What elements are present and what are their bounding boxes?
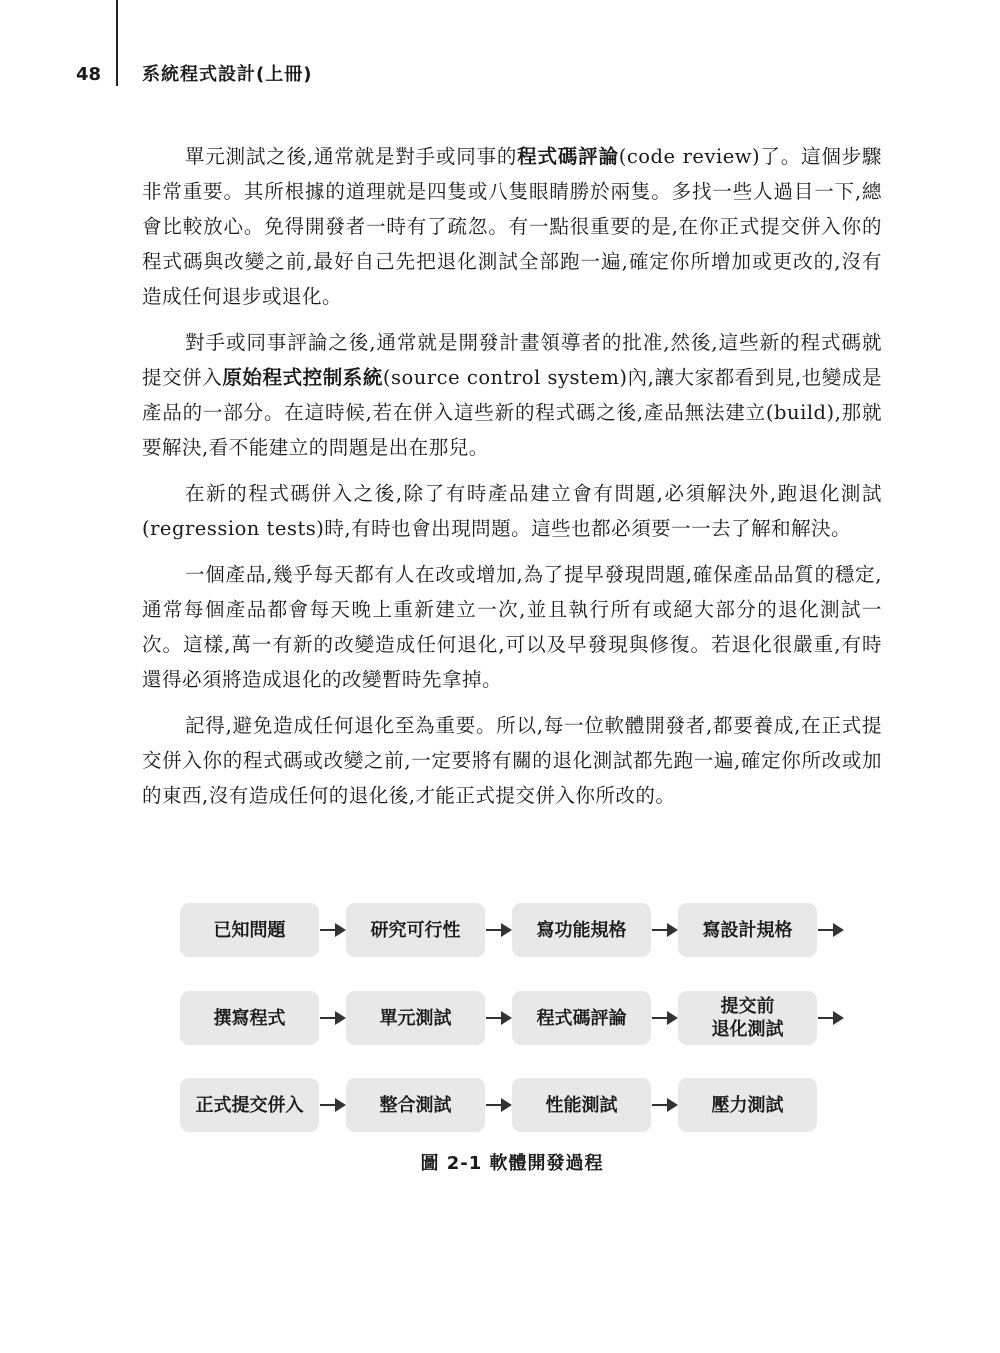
step-feasibility-study: 研究可行性: [346, 903, 485, 957]
running-head-title: 系統程式設計(上冊): [142, 64, 313, 85]
paragraph-code-review: [142, 139, 882, 314]
paragraph-avoid-regression: 記得,避免造成任何退化至為重要。所以,每一位軟體開發者,都要養成,在正式提交併入你的程式碼或改變之前,一定要將有關的退化測試都先跑一遍,確定你所改或加的東西,沒有造成任何的退化後,才能正式提交併入你所改的。: [142, 714, 882, 807]
software-process-diagram: [180, 903, 860, 1135]
figure-caption: 圖 2-1 軟體開發過程: [420, 1153, 604, 1174]
arrow-right-icon: [486, 1098, 512, 1112]
step-functional-spec: 寫功能規格: [512, 903, 651, 957]
header-vertical-rule: [116, 0, 118, 86]
arrow-right-icon: [818, 923, 844, 937]
arrow-right-icon: [818, 1011, 844, 1025]
step-formal-commit: 正式提交併入: [180, 1078, 319, 1132]
body-text: [142, 139, 882, 824]
paragraph-nightly-build: 一個產品,幾乎每天都有人在改或增加,為了提早發現問題,確保產品品質的穩定,通常每個產品都會每天晚上重新建立一次,並且執行所有或絕大部分的退化測試一次。這樣,萬一有新的改變造成任何退化,可以及早發現與修復。若退化很嚴重,有時還得必須將造成退化的改變暫時先拿掉。: [142, 563, 882, 691]
arrow-right-icon: [486, 1011, 512, 1025]
arrow-right-icon: [320, 1098, 346, 1112]
bold-term-code-review: 程式碼評論: [517, 145, 619, 168]
arrow-right-icon: [652, 923, 678, 937]
step-integration-test: 整合測試: [346, 1078, 485, 1132]
bold-term-source-control: 原始程式控制系統: [222, 366, 383, 389]
step-design-spec: 寫設計規格: [678, 903, 817, 957]
step-code-review: 程式碼評論: [512, 991, 651, 1045]
arrow-right-icon: [652, 1011, 678, 1025]
paragraph-text: (code review)了。這個步驟非常重要。其所根據的道理就是四隻或八隻眼睛勝於兩隻。多找一些人過目一下,總會比較放心。免得開發者一時有了疏忽。有一點很重要的是,在你正式提交併入你的程式碼與改變之前,最好自己先把退化測試全部跑一遍,確定你所增加或更改的,沒有造成任何退步或退化。: [142, 145, 882, 308]
arrow-right-icon: [320, 1011, 346, 1025]
step-unit-test: 單元測試: [346, 991, 485, 1045]
step-stress-test: 壓力測試: [678, 1078, 817, 1132]
paragraph-text: 對手或同事評論之後,通常就是開發計畫領導者的批准,然後,這些新的程式碼就提交併入: [142, 331, 882, 389]
step-write-code: 撰寫程式: [180, 991, 319, 1045]
paragraph-source-control: [142, 325, 882, 465]
arrow-right-icon: [486, 923, 512, 937]
page-number: 48: [76, 64, 102, 85]
arrow-right-icon: [320, 923, 346, 937]
paragraph-regression: 在新的程式碼併入之後,除了有時產品建立會有問題,必須解決外,跑退化測試(regression tests)時,有時也會出現問題。這些也都必須要一一去了解和解決。: [142, 482, 882, 540]
paragraph-text: (source control system)內,讓大家都看到見,也變成是產品的一部分。在這時候,若在併入這些新的程式碼之後,產品無法建立(build),那就要解決,看不能建立的問題是出在那兒。: [142, 366, 882, 459]
step-label: 提交前 退化測試: [711, 996, 784, 1040]
step-pre-commit-regression: [678, 991, 817, 1045]
step-known-issue: 已知問題: [180, 903, 319, 957]
paragraph-text: 單元測試之後,通常就是對手或同事的: [185, 145, 518, 168]
step-performance-test: 性能測試: [512, 1078, 651, 1132]
arrow-right-icon: [652, 1098, 678, 1112]
